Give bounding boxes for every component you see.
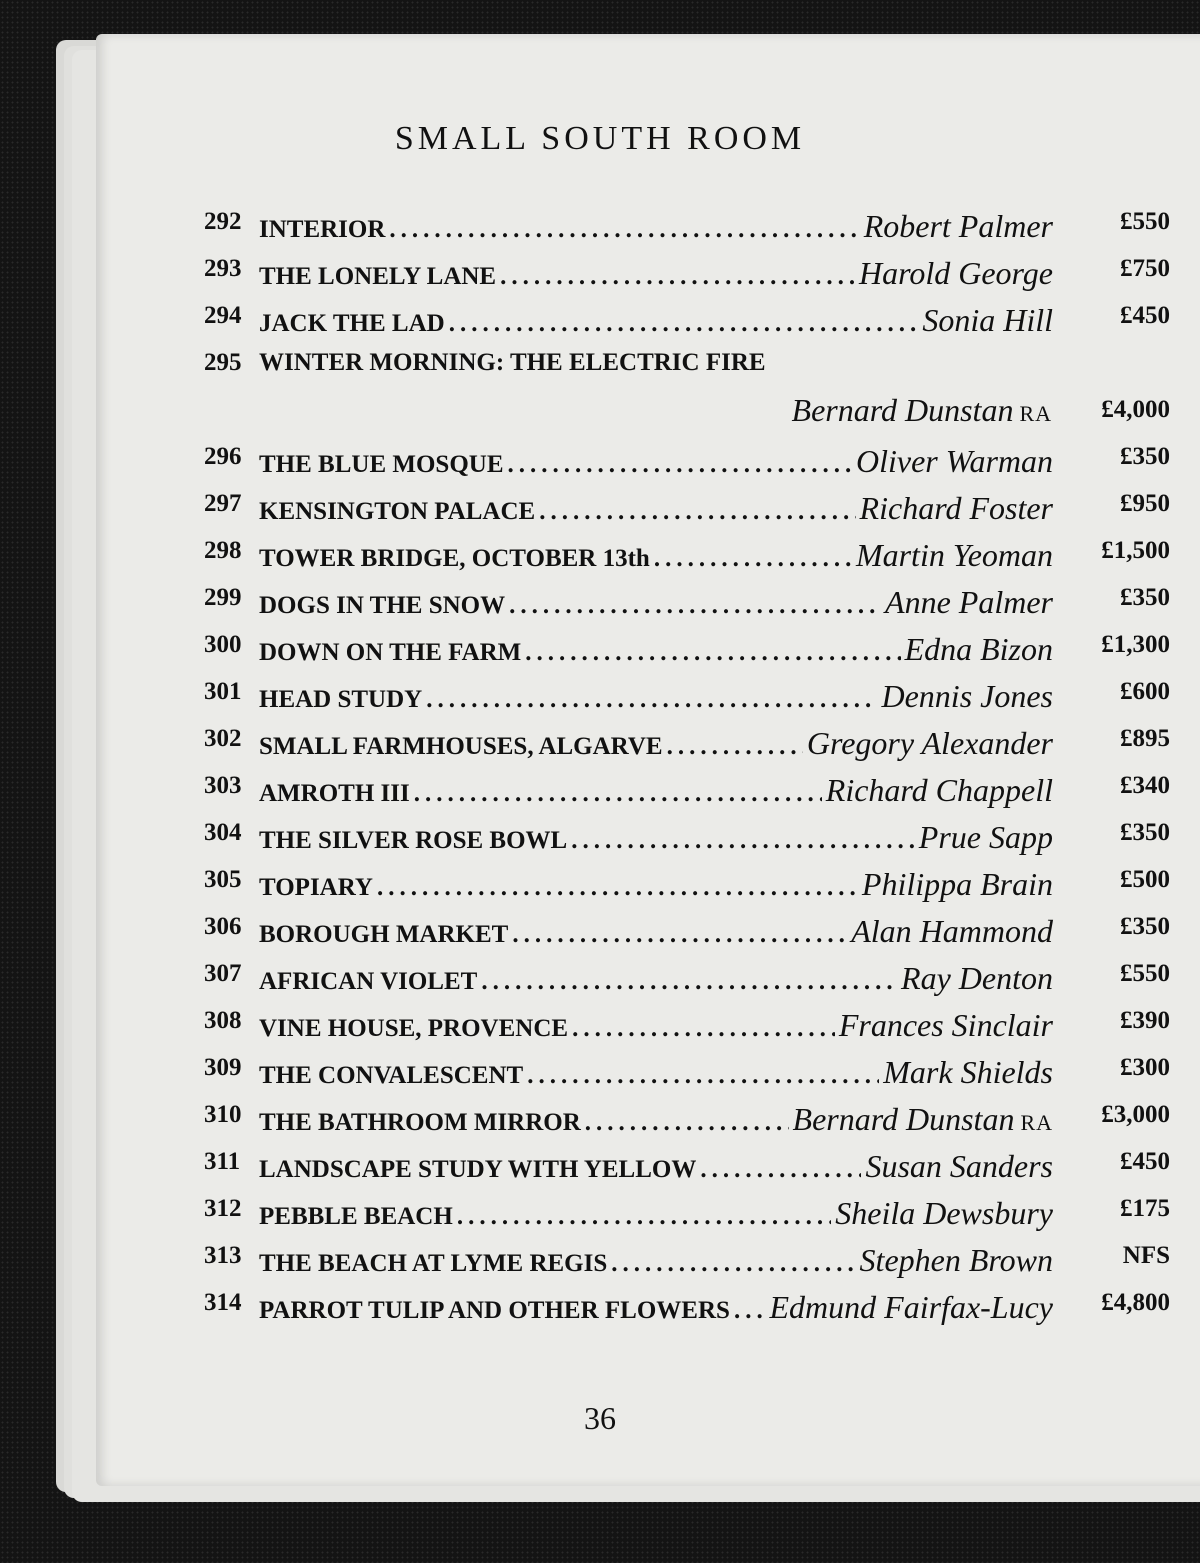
entry-title-line (259, 1101, 1053, 1138)
entry-number: 300 (204, 631, 242, 658)
entry-title-line (259, 537, 1053, 574)
entry-number: 308 (204, 1007, 242, 1034)
entry-title-line (259, 631, 1053, 668)
entry-artist: Sonia Hill (922, 302, 1053, 338)
entry-number: 312 (204, 1195, 242, 1222)
entry-title: DOGS IN THE SNOW (259, 592, 506, 619)
entry-number: 304 (204, 819, 242, 846)
entry-price: £350 (1120, 443, 1170, 470)
catalogue-entry (0, 337, 1200, 383)
entry-artist: Edna Bizon (904, 631, 1053, 667)
entry-price: £500 (1120, 866, 1170, 893)
entry-artist-wrap (792, 392, 1052, 429)
catalogue-entry (0, 619, 1200, 665)
catalogue-entry (0, 854, 1200, 900)
entry-title: TOWER BRIDGE, OCTOBER 13th (259, 545, 650, 572)
entry-title-line (259, 349, 1053, 377)
catalogue-entry (0, 196, 1200, 242)
leader-dots (571, 827, 915, 855)
entry-title: WINTER MORNING: THE ELECTRIC FIRE (259, 349, 766, 376)
entry-price: £550 (1120, 208, 1170, 235)
entry-artist-wrap (856, 537, 1053, 574)
entry-title: KENSINGTON PALACE (259, 498, 536, 525)
entry-title: THE BATHROOM MIRROR (259, 1109, 581, 1136)
catalogue-entry (0, 1042, 1200, 1088)
entry-number: 313 (204, 1242, 242, 1269)
leader-dots (539, 498, 855, 526)
entry-title: TOPIARY (259, 874, 373, 901)
leader-dots (667, 733, 803, 761)
entry-title-line (259, 208, 1053, 245)
entry-number: 310 (204, 1101, 242, 1128)
entry-price: £450 (1120, 302, 1170, 329)
entry-artist: Oliver Warman (855, 443, 1053, 479)
catalogue-entry-continuation (0, 384, 1200, 430)
entry-price: NFS (1122, 1242, 1170, 1269)
entry-title-line (259, 1242, 1053, 1279)
entry-number: 311 (204, 1148, 241, 1175)
entry-price: £950 (1120, 490, 1170, 517)
entry-number: 305 (204, 866, 242, 893)
entry-artist: Stephen Brown (859, 1242, 1053, 1278)
entry-artist-wrap (922, 302, 1053, 339)
entry-artist-wrap (859, 255, 1053, 292)
leader-dots (654, 545, 852, 573)
entry-artist: Philippa Brain (861, 866, 1053, 902)
entry-title: SMALL FARMHOUSES, ALGARVE (259, 733, 663, 760)
entry-artist-wrap (793, 1101, 1053, 1138)
entry-artist-wrap (881, 678, 1053, 715)
entry-price: £300 (1120, 1054, 1170, 1081)
catalogue-entry (0, 713, 1200, 759)
entry-price: £350 (1120, 913, 1170, 940)
entry-title-line (259, 960, 1053, 997)
entry-title: INTERIOR (259, 216, 386, 243)
entry-title-line (259, 1195, 1053, 1232)
entry-title-line (259, 1148, 1053, 1185)
catalogue-entry (0, 478, 1200, 524)
entry-number: 293 (204, 255, 242, 282)
entry-price: £895 (1120, 725, 1170, 752)
entry-number: 299 (204, 584, 242, 611)
entry-artist: Frances Sinclair (838, 1007, 1053, 1043)
entry-number: 298 (204, 537, 242, 564)
leader-dots (734, 1297, 766, 1325)
entry-artist-wrap (919, 819, 1053, 856)
entry-artist-suffix: RA (1020, 1110, 1053, 1135)
entry-artist-wrap (905, 631, 1053, 668)
entry-title: PEBBLE BEACH (259, 1203, 453, 1230)
entry-artist: Harold George (858, 255, 1053, 291)
entry-artist-wrap (839, 1007, 1053, 1044)
leader-dots (508, 451, 852, 479)
catalogue-entry (0, 431, 1200, 477)
entry-title: THE LONELY LANE (259, 263, 497, 290)
catalogue-entry (0, 1277, 1200, 1323)
leader-dots (700, 1156, 861, 1184)
catalogue-entry (0, 760, 1200, 806)
page-title: SMALL SOUTH ROOM (394, 120, 806, 157)
entry-title: THE BEACH AT LYME REGIS (259, 1250, 608, 1277)
entry-title-line (259, 1007, 1053, 1044)
entry-artist-wrap (862, 866, 1053, 903)
entry-artist-wrap (865, 1148, 1053, 1185)
leader-dots (585, 1109, 789, 1137)
entry-number: 297 (204, 490, 242, 517)
entry-price: £1,500 (1101, 537, 1170, 564)
entry-title-line (259, 1054, 1053, 1091)
entry-price: £600 (1120, 678, 1170, 705)
entry-price: £350 (1120, 584, 1170, 611)
catalogue-entry (0, 995, 1200, 1041)
entry-title-line (259, 302, 1053, 339)
catalogue-entry (0, 572, 1200, 618)
leader-dots (377, 874, 858, 902)
entry-artist-wrap (860, 1242, 1053, 1279)
entry-artist: Ray Denton (901, 960, 1053, 996)
entry-artist-wrap (864, 208, 1053, 245)
leader-dots (500, 263, 855, 291)
entry-artist-wrap (835, 1195, 1053, 1232)
catalogue-entry (0, 525, 1200, 571)
leader-dots (426, 686, 877, 714)
entry-price: £3,000 (1101, 1101, 1170, 1128)
leader-dots (525, 639, 900, 667)
entry-number: 301 (204, 678, 242, 705)
leader-dots (512, 921, 847, 949)
entry-artist: Alan Hammond (851, 913, 1053, 949)
entry-title: BOROUGH MARKET (259, 921, 509, 948)
entry-number: 292 (204, 208, 242, 235)
catalogue-entry (0, 290, 1200, 336)
entry-number: 306 (204, 913, 242, 940)
catalogue-entry (0, 1136, 1200, 1182)
catalogue-entry (0, 948, 1200, 994)
entry-title: DOWN ON THE FARM (259, 639, 522, 666)
catalogue-entry (0, 807, 1200, 853)
entry-title-line (259, 1289, 1053, 1326)
entry-title: LANDSCAPE STUDY WITH YELLOW (259, 1156, 697, 1183)
entry-price: £1,300 (1101, 631, 1170, 658)
entry-number: 302 (204, 725, 242, 752)
leader-dots (449, 310, 919, 338)
entry-title-line (259, 866, 1053, 903)
leader-dots (389, 216, 859, 244)
catalogue-entry (0, 1089, 1200, 1135)
entry-title: THE BLUE MOSQUE (259, 451, 504, 478)
entry-title-line (259, 725, 1053, 762)
entry-price: £350 (1120, 819, 1170, 846)
entry-price: £390 (1120, 1007, 1170, 1034)
entry-title: THE CONVALESCENT (259, 1062, 524, 1089)
entry-price: £450 (1120, 1148, 1170, 1175)
entry-artist: Edmund Fairfax-Lucy (769, 1289, 1053, 1325)
entry-artist: Prue Sapp (918, 819, 1053, 855)
entry-number: 294 (204, 302, 242, 329)
entry-price: £175 (1120, 1195, 1170, 1222)
entry-artist-wrap (901, 960, 1053, 997)
entry-title: JACK THE LAD (259, 310, 445, 337)
entry-price: £4,800 (1101, 1289, 1170, 1316)
entry-number: 307 (204, 960, 242, 987)
entry-artist: Gregory Alexander (806, 725, 1053, 761)
entry-title: AFRICAN VIOLET (259, 968, 478, 995)
entry-title-line (259, 490, 1053, 527)
leader-dots (481, 968, 897, 996)
entry-artist: Susan Sanders (865, 1148, 1053, 1184)
entry-artist: Robert Palmer (863, 208, 1053, 244)
entry-artist: Dennis Jones (881, 678, 1053, 714)
entry-number: 296 (204, 443, 242, 470)
entry-title-line (259, 678, 1053, 715)
entry-artist: Mark Shields (883, 1054, 1053, 1090)
entry-title-line (259, 255, 1053, 292)
entry-artist-wrap (807, 725, 1053, 762)
entry-artist-wrap (851, 913, 1053, 950)
entry-artist: Richard Foster (859, 490, 1053, 526)
entry-number: 303 (204, 772, 242, 799)
entry-price: £340 (1120, 772, 1170, 799)
entry-artist: Bernard Dunstan (791, 392, 1014, 428)
entry-artist: Martin Yeoman (855, 537, 1053, 573)
entry-artist: Richard Chappell (825, 772, 1053, 808)
entry-artist-wrap (883, 1054, 1053, 1091)
entry-artist-wrap (885, 584, 1053, 621)
entry-number: 295 (204, 349, 242, 376)
catalogue-entry (0, 1183, 1200, 1229)
entry-title-line (259, 819, 1053, 856)
entry-artist-suffix: RA (1019, 401, 1052, 426)
entry-artist-wrap (860, 490, 1053, 527)
entry-artist: Bernard Dunstan (792, 1101, 1015, 1137)
entry-artist: Anne Palmer (885, 584, 1053, 620)
catalogue-entry (0, 901, 1200, 947)
entry-title-line (259, 443, 1053, 480)
leader-dots (414, 780, 822, 808)
entry-artist-wrap (770, 1289, 1054, 1326)
leader-dots (611, 1250, 855, 1278)
entry-title: VINE HOUSE, PROVENCE (259, 1015, 569, 1042)
entry-number: 314 (204, 1289, 242, 1316)
entry-title-line (259, 772, 1053, 809)
entry-artist-wrap (856, 443, 1053, 480)
entry-artist: Sheila Dewsbury (835, 1195, 1053, 1231)
leader-dots (572, 1015, 835, 1043)
entry-number: 309 (204, 1054, 242, 1081)
catalogue-entry (0, 666, 1200, 712)
entry-title: PARROT TULIP AND OTHER FLOWERS (259, 1297, 730, 1324)
entry-title: THE SILVER ROSE BOWL (259, 827, 568, 854)
leader-dots (457, 1203, 831, 1231)
entry-artist-wrap (826, 772, 1053, 809)
catalogue-entry (0, 243, 1200, 289)
page-number: 36 (584, 1400, 616, 1436)
leader-dots (509, 592, 881, 620)
entry-title: AMROTH III (259, 780, 410, 807)
leader-dots (527, 1062, 879, 1090)
entry-price: £4,000 (1101, 396, 1170, 423)
catalogue-entry (0, 1230, 1200, 1276)
entry-price: £750 (1120, 255, 1170, 282)
entry-price: £550 (1120, 960, 1170, 987)
entry-title: HEAD STUDY (259, 686, 423, 713)
entry-title-line (259, 584, 1053, 621)
entry-title-line (259, 913, 1053, 950)
